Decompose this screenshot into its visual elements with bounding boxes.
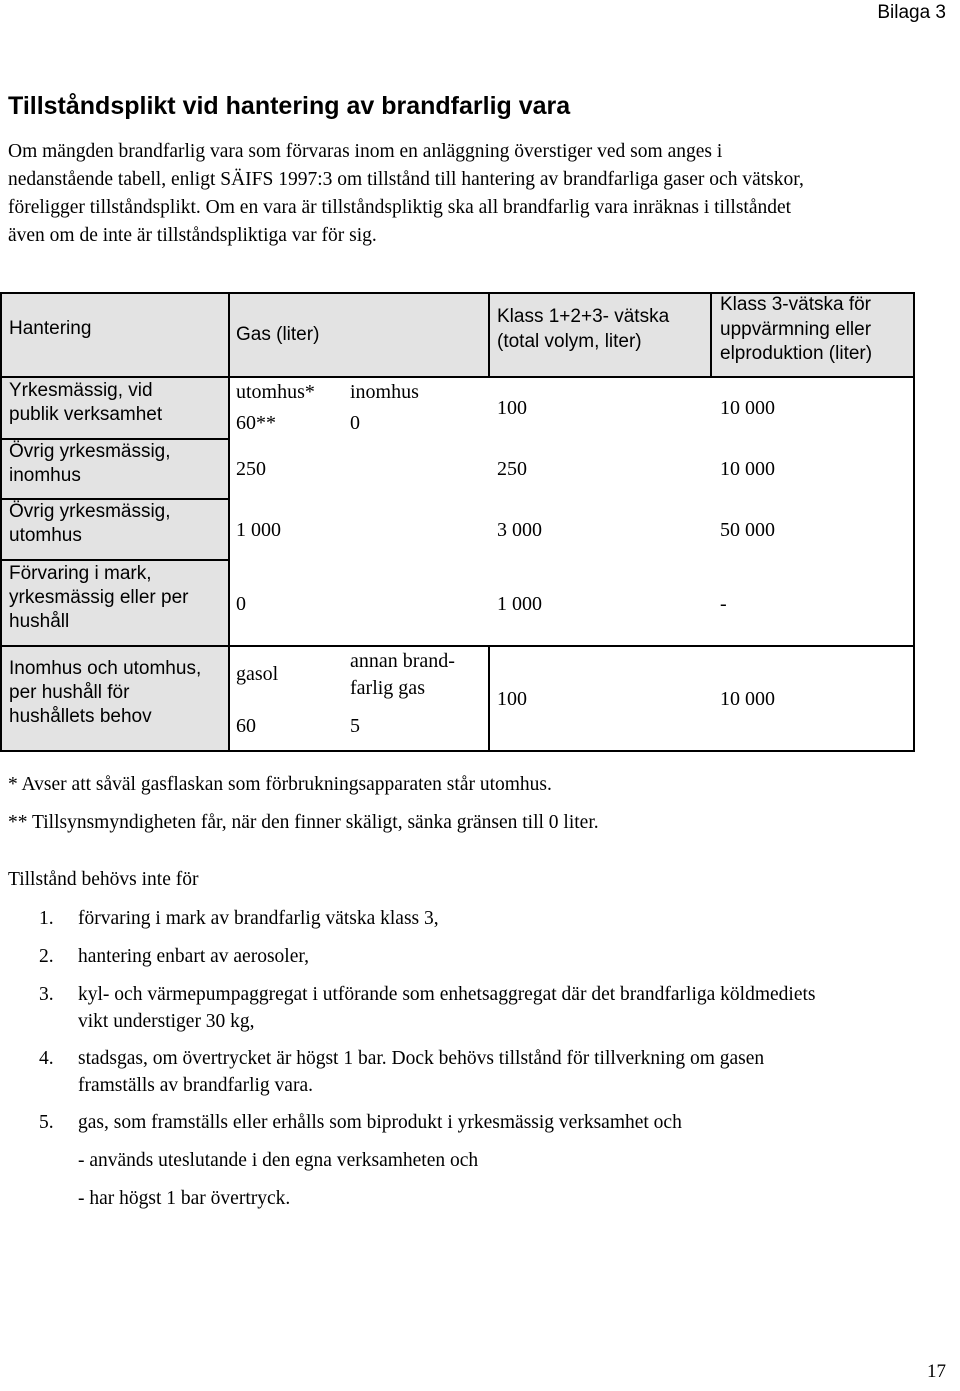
gas-value: 60** [236,412,276,434]
header-klass3: uppvärmning eller [720,319,872,340]
list-number: 4. [39,1048,54,1069]
gas-value: 5 [350,715,360,737]
gas-value: 1 000 [236,519,281,541]
gas-sub-label: utomhus* [236,381,315,403]
list-text: framställs av brandfarlig vara. [78,1075,313,1096]
table-border-right [913,292,915,752]
list-number: 1. [39,908,54,929]
header-klass3: Klass 3-vätska för [720,294,871,315]
row-label: publik verksamhet [9,404,163,425]
row-label: hushållets behov [9,706,152,727]
row-label: Förvaring i mark, [9,563,152,584]
intro-line: Om mängden brandfarlig vara som förvaras inom en anläggning överstiger ved som anges i [8,141,723,162]
table-border-left [0,292,2,752]
klass3-value: 50 000 [720,519,775,541]
gas-sub-label: inomhus [350,381,419,403]
klass123-value: 100 [497,397,527,419]
table-divider [0,645,915,647]
list-number: 5. [39,1112,54,1133]
table-divider [488,645,490,752]
list-text: vikt understiger 30 kg, [78,1011,255,1032]
header-klass123: (total volym, liter) [497,331,642,352]
list-text: - har högst 1 bar övertryck. [78,1188,291,1209]
gas-sub-label: annan brand- [350,650,455,672]
intro-line: även om de inte är tillståndspliktiga var för sig. [8,225,377,246]
table-divider [228,292,230,752]
gas-sub-label: gasol [236,663,279,685]
row-label: yrkesmässig eller per [9,587,189,608]
row-label: Yrkesmässig, vid [9,380,153,401]
klass123-value: 1 000 [497,593,542,615]
list-number: 2. [39,946,54,967]
list-text: gas, som framställs eller erhålls som biprodukt i yrkesmässig verksamhet och [78,1112,682,1133]
header-klass123: Klass 1+2+3- vätska [497,306,670,327]
row-label: per hushåll för [9,682,130,703]
exemptions-intro: Tillstånd behövs inte för [8,869,199,890]
header-gas: Gas (liter) [236,324,320,345]
footnote: * Avser att såväl gasflaskan som förbrukningsapparaten står utomhus. [8,774,552,795]
klass123-value: 3 000 [497,519,542,541]
intro-paragraph [8,138,953,250]
table-divider [488,292,490,378]
list-text: stadsgas, om övertrycket är högst 1 bar. Dock behövs tillstånd för tillverkning om gasen [78,1048,765,1069]
list-text: kyl- och värmepumpaggregat i utförande som enhetsaggregat där det brandfarliga köldmediets [78,984,816,1005]
table-divider [0,376,915,378]
gas-value: 0 [350,412,360,434]
gas-value: 60 [236,715,256,737]
table-border-bottom [0,750,915,752]
intro-line: nedanstående tabell, enligt SÄIFS 1997:3 om tillstånd till hantering av brandfarliga gaser och vätskor, [8,169,804,190]
table-divider [0,559,230,561]
table-divider [710,292,712,378]
klass123-value: 250 [497,458,527,480]
row-label: Övrig yrkesmässig, [9,441,171,462]
klass3-value: 10 000 [720,458,775,480]
gas-value: 250 [236,458,266,480]
page-title: Tillståndsplikt vid hantering av brandfarlig vara [8,92,571,120]
gas-sub-label: farlig gas [350,677,425,699]
appendix-label: Bilaga 3 [877,2,946,23]
intro-line: föreligger tillståndsplikt. Om en vara är tillståndspliktig ska all brandfarlig vara inräknas i tillståndet [8,197,792,218]
row-label: inomhus [9,465,81,486]
footnotes [8,766,599,842]
header-klass3: elproduktion (liter) [720,343,873,364]
list-text: - används uteslutande i den egna verksamheten och [78,1150,479,1171]
row-label: hushåll [9,611,70,632]
klass123-value: 100 [497,688,527,710]
list-text: hantering enbart av aerosoler, [78,946,309,967]
list-number: 3. [39,984,54,1005]
list-text: förvaring i mark av brandfarlig vätska klass 3, [78,908,439,929]
row-label: Övrig yrkesmässig, [9,501,171,522]
klass3-value: 10 000 [720,688,775,710]
klass3-value: - [720,593,727,615]
row-label: utomhus [9,525,82,546]
page-number: 17 [927,1361,946,1382]
klass3-value: 10 000 [720,397,775,419]
gas-value: 0 [236,593,246,615]
row-label: Inomhus och utomhus, [9,658,202,679]
footnote: ** Tillsynsmyndigheten får, när den finner skäligt, sänka gränsen till 0 liter. [8,812,599,833]
header-hantering: Hantering [9,318,92,339]
